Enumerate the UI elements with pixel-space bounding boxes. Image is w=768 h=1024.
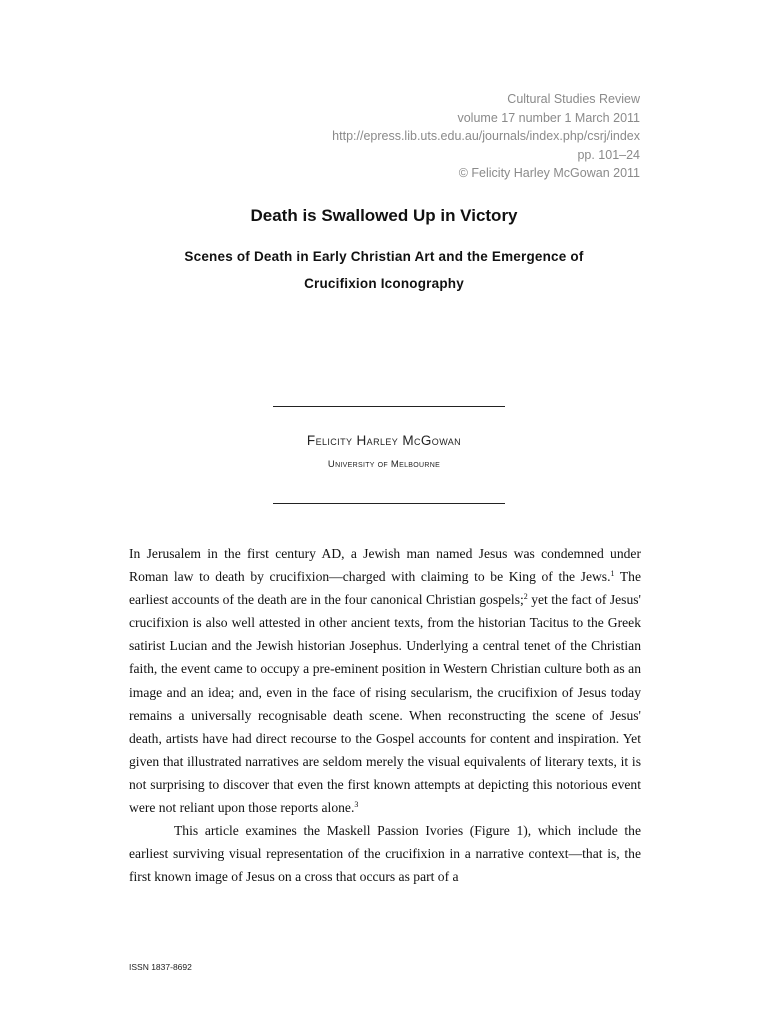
paragraph-1-text-b: The earliest accounts of the death are in the four canonical Christian gospels; bbox=[129, 569, 641, 608]
issn-footer: ISSN 1837-8692 bbox=[129, 962, 192, 972]
article-subtitle: Scenes of Death in Early Christian Art and the Emergence of Crucifixion Iconography bbox=[184, 249, 584, 291]
author-name: Felicity Harley McGowan bbox=[306, 433, 462, 448]
paragraph-1-text-a: In Jerusalem in the first century AD, a Jewish man named Jesus was condemned under Roman law to death by crucifixion—charged with claiming to be King of the Jews. bbox=[129, 546, 641, 585]
article-title: Death is Swallowed Up in Victory bbox=[250, 206, 518, 225]
paragraph-1-text-c: yet the fact of Jesus' crucifixion is also well attested in other ancient texts, from the historian Tacitus to the Greek satirist Lucian and the Jewish historian Josephus. Underlying a central tenet of the Christian faith, the event came to occupy a pre-eminent position in Western Christian culture both as an image and an idea; and, even in the face of rising secularism, the crucifixion of Jesus today remains a universally recognisable death scene. When reconstructing the scene of Jesus' death, artists have had direct recourse to the Gospel accounts for content and inspiration. Yet given that illustrated narratives are seldom merely the visual equivalents of literary texts, it is not surprising to discover that even the first known attempts at depicting this notorious event were not reliant upon those reports alone. bbox=[129, 592, 641, 816]
footnote-ref-1[interactable]: 1 bbox=[610, 569, 615, 579]
author-affiliation: University of Melbourne bbox=[327, 459, 441, 470]
journal-header bbox=[332, 90, 640, 183]
footnote-ref-2[interactable]: 2 bbox=[523, 592, 528, 602]
page-range: pp. 101–24 bbox=[577, 147, 640, 162]
paragraph-1 bbox=[129, 542, 641, 819]
journal-name: Cultural Studies Review bbox=[507, 92, 640, 106]
journal-issue: volume 17 number 1 March 2011 bbox=[457, 110, 640, 125]
copyright-notice: © Felicity Harley McGowan 2011 bbox=[458, 166, 640, 180]
paragraph-2: This article examines the Maskell Passion Ivories (Figure 1), which include the earliest surviving visual representation of the crucifixion in a narrative context—that is, the first known image of Jesus on a cross that occurs as part of a bbox=[129, 823, 641, 885]
article-body bbox=[129, 542, 641, 888]
footnote-ref-3[interactable]: 3 bbox=[354, 800, 359, 810]
divider-bottom bbox=[273, 503, 505, 504]
journal-url[interactable]: http://epress.lib.uts.edu.au/journals/index.php/csrj/index bbox=[332, 129, 640, 143]
divider-top bbox=[273, 406, 505, 407]
